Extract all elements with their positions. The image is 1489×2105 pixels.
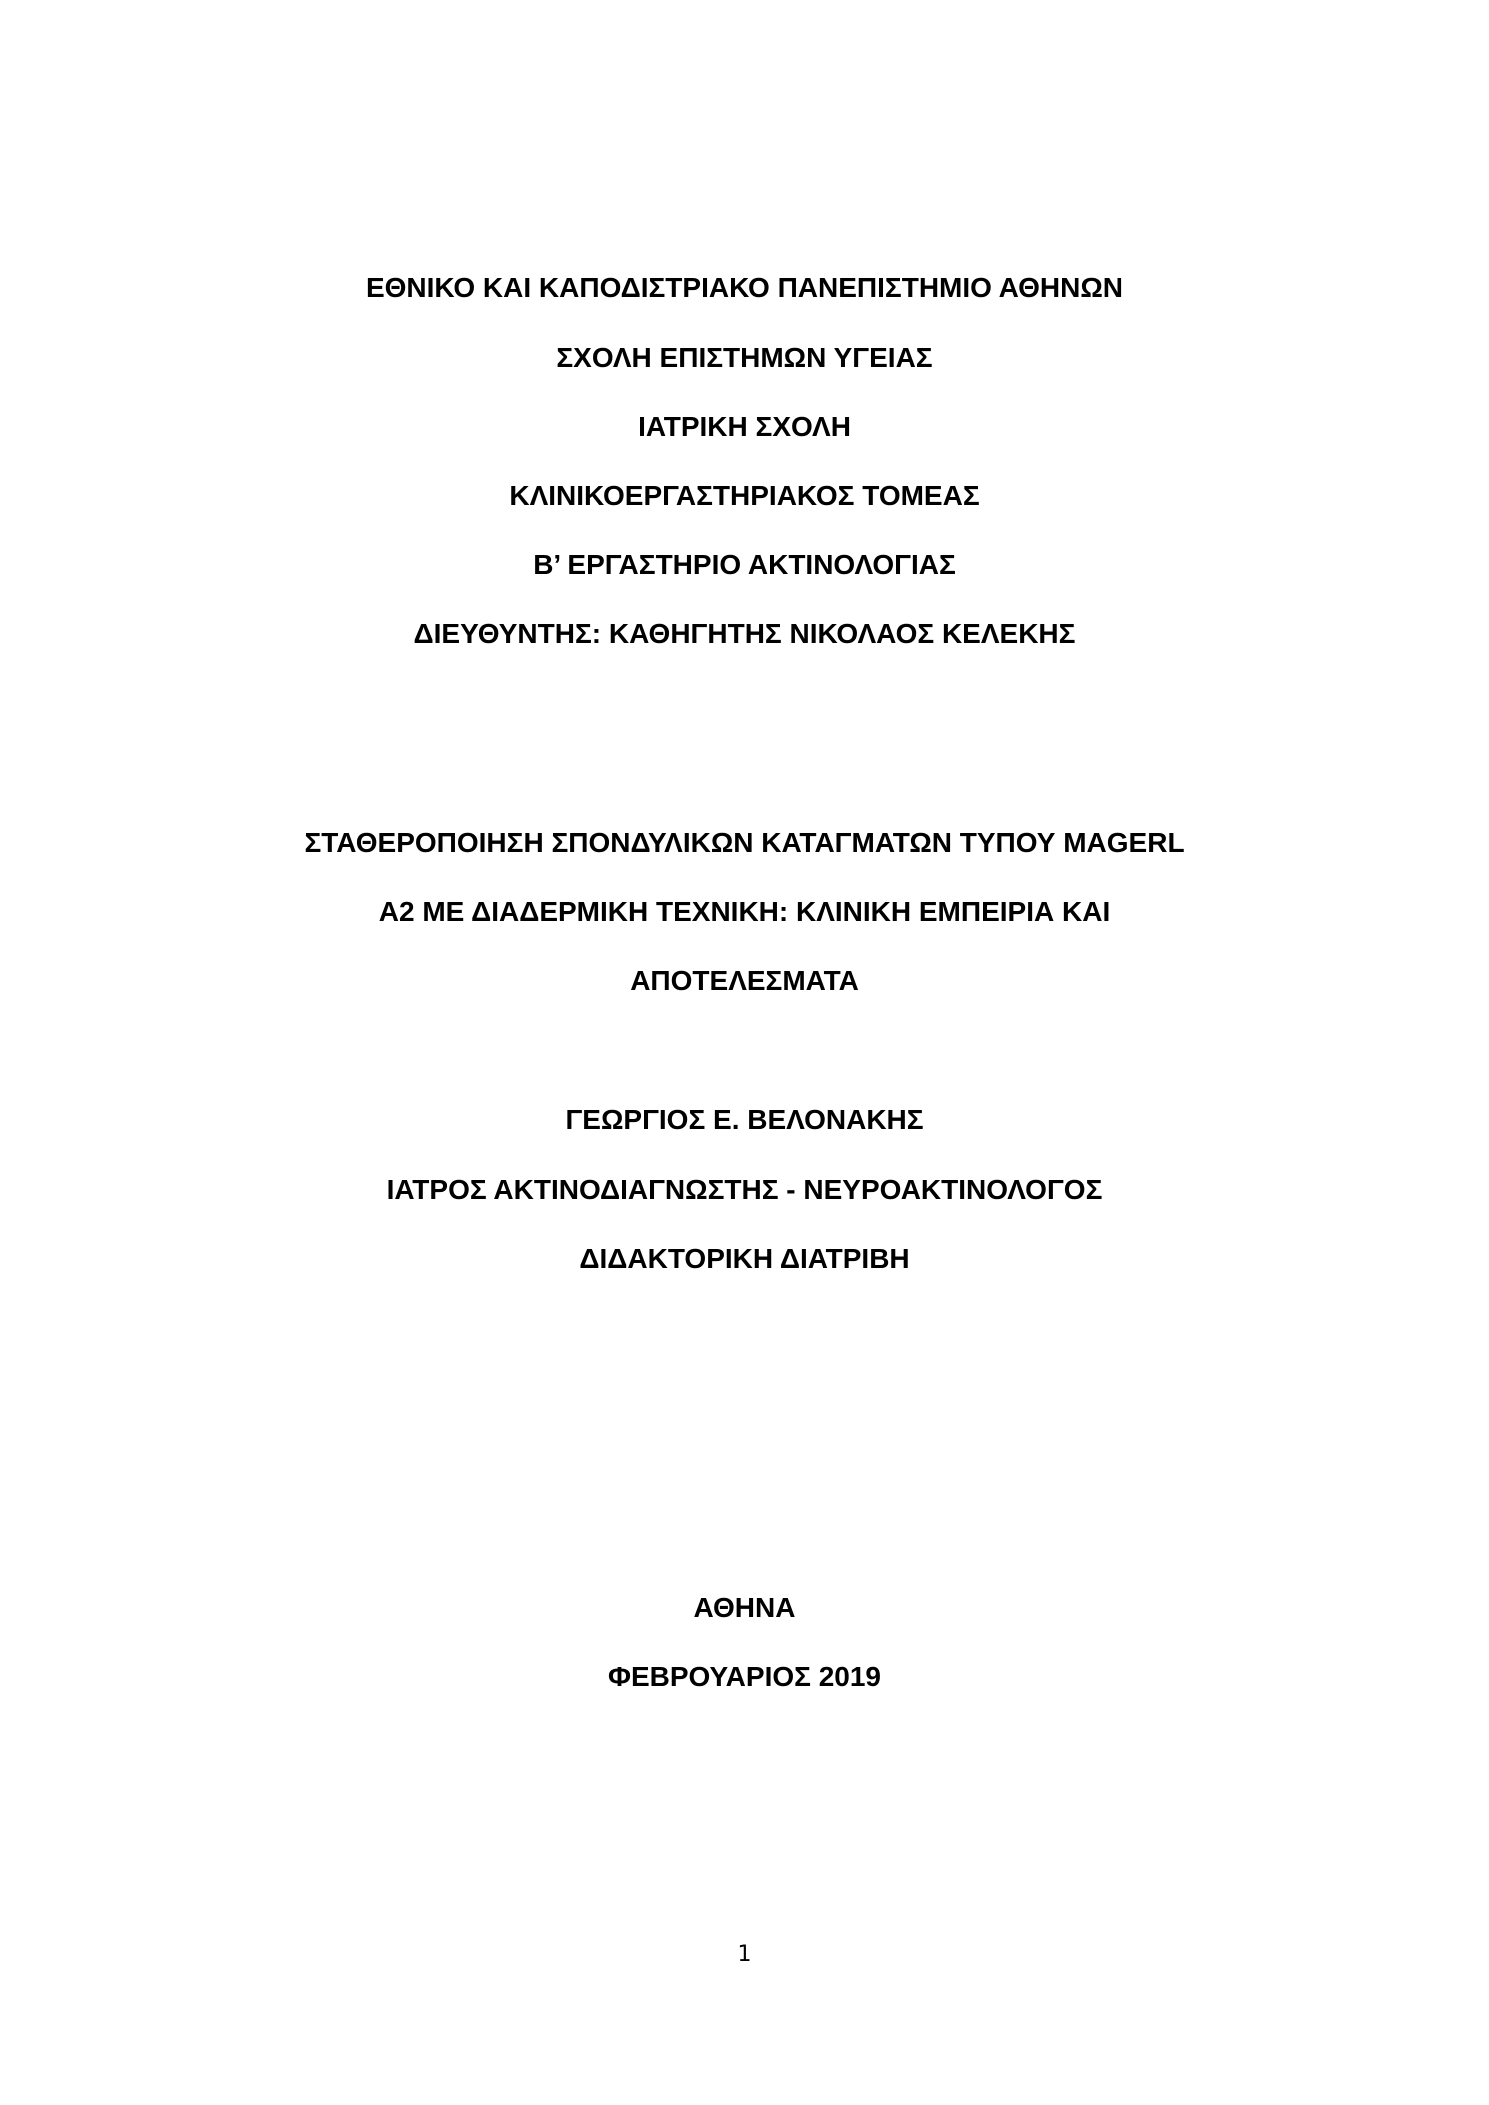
author-role: ΙΑΤΡΟΣ ΑΚΤΙΝΟΔΙΑΓΝΩΣΤΗΣ - ΝΕΥΡΟΑΚΤΙΝΟΛΟΓΟΣ	[386, 1174, 1103, 1205]
thesis-title-line-2: Α2 ΜΕ ΔΙΑΔΕΡΜΙΚΗ ΤΕΧΝΙΚΗ: ΚΛΙΝΙΚΗ ΕΜΠΕΙΡΙΑ ΚΑΙ	[378, 896, 1111, 927]
faculty-name: ΙΑΤΡΙΚΗ ΣΧΟΛΗ	[638, 411, 851, 442]
author-name: ΓΕΩΡΓΙΟΣ Ε. ΒΕΛΟΝΑΚΗΣ	[565, 1104, 924, 1135]
thesis-title-line-1: ΣΤΑΘΕΡΟΠΟΙΗΣΗ ΣΠΟΝΔΥΛΙΚΩΝ ΚΑΤΑΓΜΑΤΩΝ ΤΥΠΟΥ MAGERL	[304, 827, 1185, 858]
city: ΑΘΗΝΑ	[693, 1592, 796, 1623]
document-type: ΔΙΔΑΚΤΟΡΙΚΗ ΔΙΑΤΡΙΒΗ	[579, 1243, 910, 1274]
department-name: ΚΛΙΝΙΚΟΕΡΓΑΣΤΗΡΙΑΚΟΣ ΤΟΜΕΑΣ	[509, 480, 980, 511]
thesis-title-line-3: ΑΠΟΤΕΛΕΣΜΑΤΑ	[630, 965, 859, 996]
school-name: ΣΧΟΛΗ ΕΠΙΣΤΗΜΩΝ ΥΓΕΙΑΣ	[556, 342, 933, 373]
director-line: ΔΙΕΥΘΥΝΤΗΣ: ΚΑΘΗΓΗΤΗΣ ΝΙΚΟΛΑΟΣ ΚΕΛΕΚΗΣ	[413, 618, 1076, 649]
university-name: ΕΘΝΙΚΟ ΚΑΙ ΚΑΠΟΔΙΣΤΡΙΑΚΟ ΠΑΝΕΠΙΣΤΗΜΙΟ ΑΘΗΝΩΝ	[365, 272, 1124, 303]
page-number: 1	[737, 1942, 752, 1967]
laboratory-name: Β’ ΕΡΓΑΣΤΗΡΙΟ ΑΚΤΙΝΟΛΟΓΙΑΣ	[533, 549, 956, 580]
date: ΦΕΒΡΟΥΑΡΙΟΣ 2019	[607, 1661, 881, 1692]
